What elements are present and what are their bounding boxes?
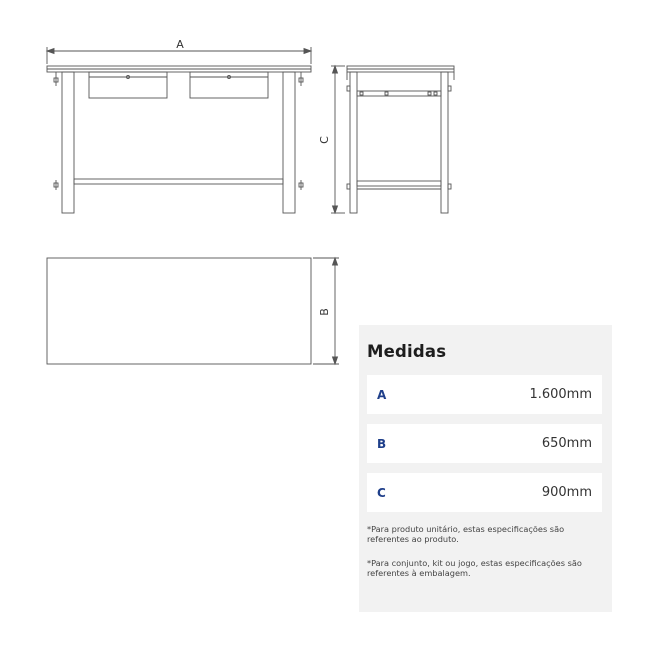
dimension-b-label: B <box>318 308 331 316</box>
measure-value: 900mm <box>541 485 592 500</box>
measure-value: 1.600mm <box>529 387 592 402</box>
measure-row-c <box>367 473 602 512</box>
measures-panel <box>359 325 612 612</box>
side-view <box>331 66 454 213</box>
dimension-a-label: A <box>176 38 184 51</box>
measure-key: C <box>377 485 386 500</box>
measures-title: Medidas <box>367 342 447 361</box>
measure-key: B <box>377 436 387 451</box>
measure-value: 650mm <box>541 436 592 451</box>
measure-key: A <box>377 387 387 402</box>
dimension-c-label: C <box>318 136 331 144</box>
note-product: *Para produto unitário, estas especificações são referentes ao produto. <box>367 524 565 544</box>
measure-row-a <box>367 375 602 414</box>
front-view <box>47 47 311 213</box>
top-view <box>47 258 339 364</box>
note-kit: *Para conjunto, kit ou jogo, estas especificações são referentes à embalagem. <box>367 558 582 578</box>
measure-row-b <box>367 424 602 463</box>
